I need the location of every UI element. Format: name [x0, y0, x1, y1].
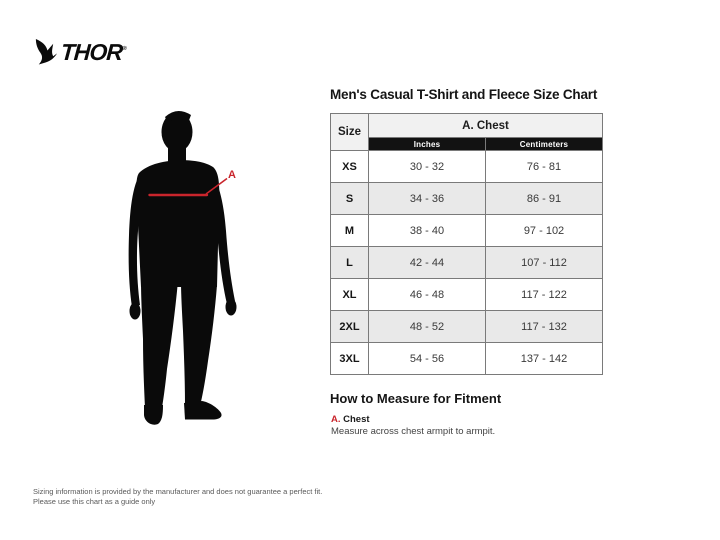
- centimeters-cell: 86 - 91: [486, 183, 603, 215]
- measure-item-description: Measure across chest armpit to armpit.: [331, 426, 496, 437]
- registered-mark: ®: [122, 46, 127, 52]
- size-cell: M: [331, 215, 369, 247]
- centimeters-cell: 97 - 102: [486, 215, 603, 247]
- table-row-m: [331, 215, 603, 247]
- inches-cell: 42 - 44: [369, 247, 486, 279]
- table-row-s: [331, 183, 603, 215]
- centimeters-cell: 117 - 122: [486, 279, 603, 311]
- size-cell: S: [331, 183, 369, 215]
- size-cell: L: [331, 247, 369, 279]
- inches-cell: 30 - 32: [369, 151, 486, 183]
- table-row-l: [331, 247, 603, 279]
- disclaimer-line-2: Please use this chart as a guide only: [33, 496, 156, 506]
- size-cell: XS: [331, 151, 369, 183]
- size-cell: 2XL: [331, 311, 369, 343]
- thor-horned-head-icon: [33, 38, 58, 65]
- male-silhouette: [129, 111, 237, 425]
- centimeters-cell: 117 - 132: [486, 311, 603, 343]
- centimeters-column-header: Centimeters: [486, 138, 603, 151]
- table-row-3xl: [331, 343, 603, 375]
- male-silhouette-figure: [85, 105, 285, 425]
- measure-item: [331, 414, 370, 425]
- table-header-unit-row: [331, 138, 603, 151]
- size-cell: 3XL: [331, 343, 369, 375]
- chest-group-header: A. Chest: [369, 114, 603, 138]
- inches-cell: 38 - 40: [369, 215, 486, 247]
- table-row-2xl: [331, 311, 603, 343]
- centimeters-cell: 107 - 112: [486, 247, 603, 279]
- disclaimer-line-1: Sizing information is provided by the manufacturer and does not guarantee a perfect fit.: [33, 487, 323, 496]
- thor-logo-text: [60, 36, 128, 66]
- measure-item-label: Chest: [343, 414, 370, 425]
- chest-measure-label: A: [228, 169, 236, 181]
- inches-cell: 46 - 48: [369, 279, 486, 311]
- table-header-group-row: [331, 114, 603, 138]
- centimeters-cell: 76 - 81: [486, 151, 603, 183]
- table-row-xs: [331, 151, 603, 183]
- inches-cell: 48 - 52: [369, 311, 486, 343]
- centimeters-cell: 137 - 142: [486, 343, 603, 375]
- measure-heading: How to Measure for Fitment: [330, 391, 502, 406]
- size-table: [330, 113, 603, 375]
- chart-title: Men's Casual T-Shirt and Fleece Size Chart: [330, 87, 598, 102]
- table-row-xl: [331, 279, 603, 311]
- disclaimer: [33, 487, 322, 506]
- thor-logo: [33, 37, 127, 65]
- size-cell: XL: [331, 279, 369, 311]
- inches-column-header: Inches: [369, 138, 486, 151]
- inches-cell: 34 - 36: [369, 183, 486, 215]
- size-column-header: Size: [331, 114, 369, 151]
- inches-cell: 54 - 56: [369, 343, 486, 375]
- brand-name: THOR: [60, 39, 124, 65]
- measure-item-key: A.: [331, 414, 341, 425]
